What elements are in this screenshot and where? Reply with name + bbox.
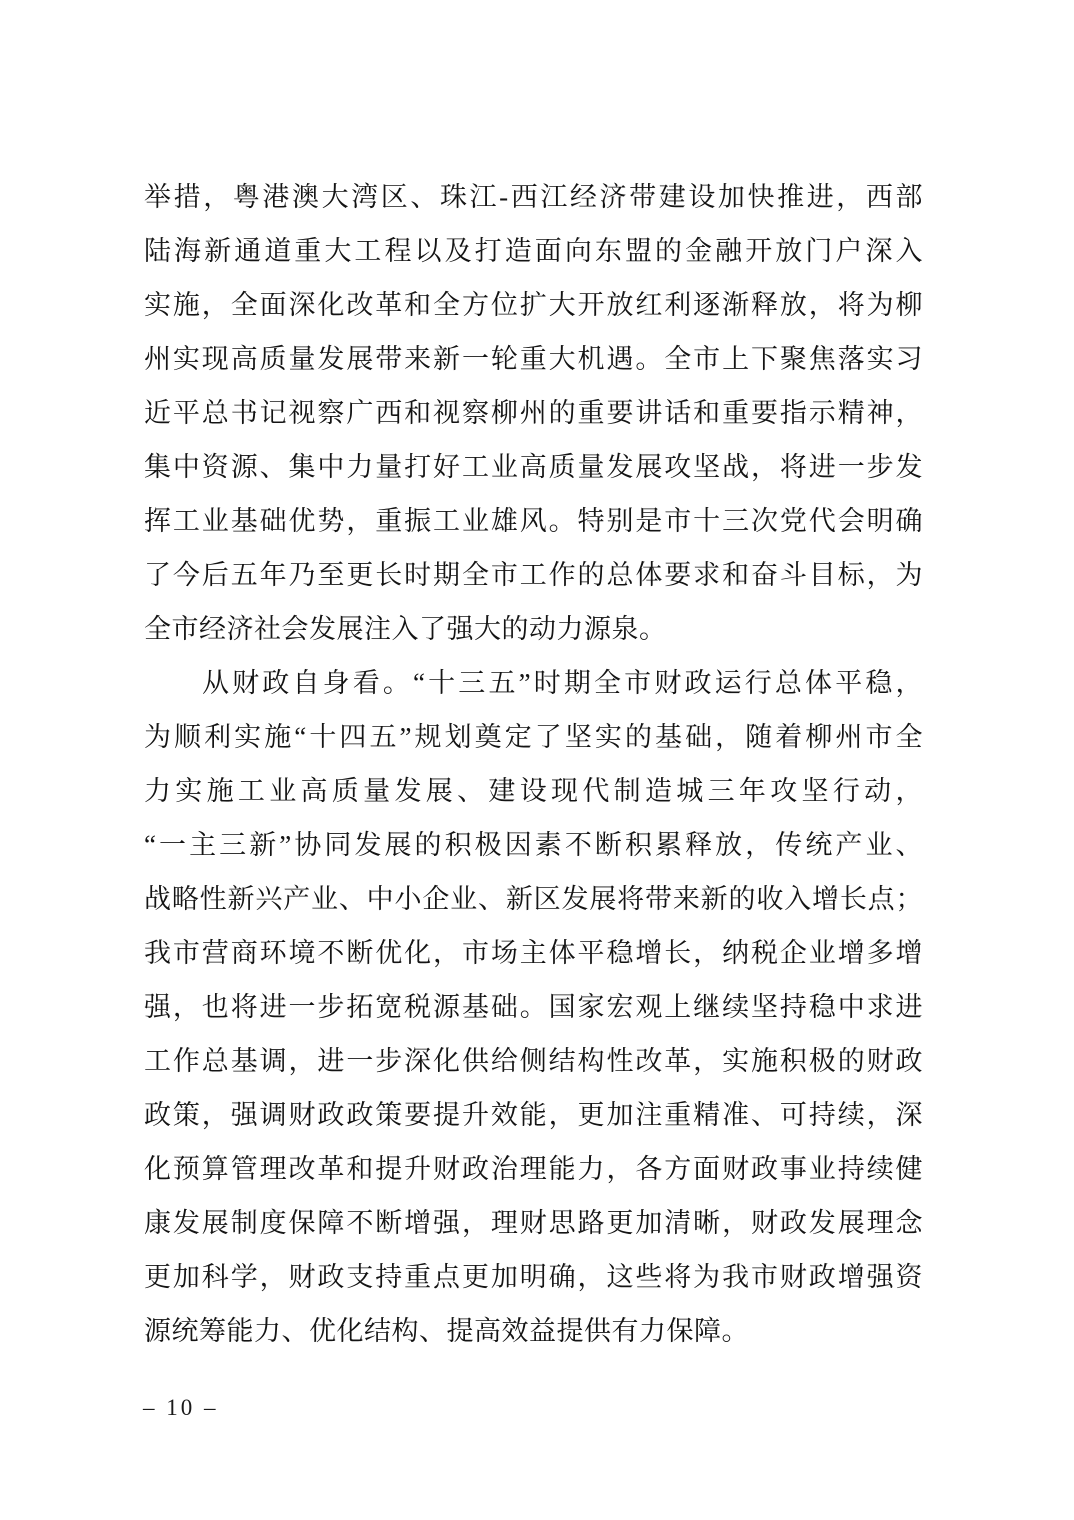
page-number: – 10 –: [143, 1395, 219, 1420]
text-line: 了今后五年乃至更长时期全市工作的总体要求和奋斗目标，为: [144, 560, 923, 590]
text-line: “一主三新”协同发展的积极因素不断积累释放，传统产业、: [144, 830, 923, 860]
text-line: 近平总书记视察广西和视察柳州的重要讲话和重要指示精神，: [144, 398, 923, 428]
text-line: 陆海新通道重大工程以及打造面向东盟的金融开放门户深入: [144, 236, 923, 266]
text-line: 康发展制度保障不断增强，理财思路更加清晰，财政发展理念: [144, 1208, 923, 1238]
text-line: 更加科学，财政支持重点更加明确，这些将为我市财政增强资: [144, 1262, 923, 1292]
text-line: 力实施工业高质量发展、建设现代制造城三年攻坚行动，: [144, 776, 923, 806]
text-line: 化预算管理改革和提升财政治理能力，各方面财政事业持续健: [144, 1154, 923, 1184]
text-line: 源统筹能力、优化结构、提高效益提供有力保障。: [144, 1316, 749, 1346]
paragraph: [144, 656, 923, 1358]
text-line: 我市营商环境不断优化，市场主体平稳增长，纳税企业增多增: [144, 938, 923, 968]
paragraph: [144, 170, 923, 656]
text-line: 举措，粤港澳大湾区、珠江-西江经济带建设加快推进，西部: [144, 182, 923, 212]
text-line: 州实现高质量发展带来新一轮重大机遇。全市上下聚焦落实习: [144, 344, 923, 374]
text-line: 实施，全面深化改革和全方位扩大开放红利逐渐释放，将为柳: [144, 290, 923, 320]
text-line: 从财政自身看。“十三五”时期全市财政运行总体平稳，: [202, 668, 923, 698]
text-line: 政策，强调财政政策要提升效能，更加注重精准、可持续，深: [144, 1100, 923, 1130]
text-block: [144, 170, 923, 1358]
text-line: 集中资源、集中力量打好工业高质量发展攻坚战，将进一步发: [144, 452, 923, 482]
text-line: 工作总基调，进一步深化供给侧结构性改革，实施积极的财政: [144, 1046, 923, 1076]
text-line: 全市经济社会发展注入了强大的动力源泉。: [144, 614, 667, 644]
text-line: 挥工业基础优势，重振工业雄风。特别是市十三次党代会明确: [144, 506, 923, 536]
text-line: 为顺利实施“十四五”规划奠定了坚实的基础，随着柳州市全: [144, 722, 923, 752]
text-line: 强，也将进一步拓宽税源基础。国家宏观上继续坚持稳中求进: [144, 992, 923, 1022]
text-line: 战略性新兴产业、中小企业、新区发展将带来新的收入增长点；: [144, 884, 923, 914]
